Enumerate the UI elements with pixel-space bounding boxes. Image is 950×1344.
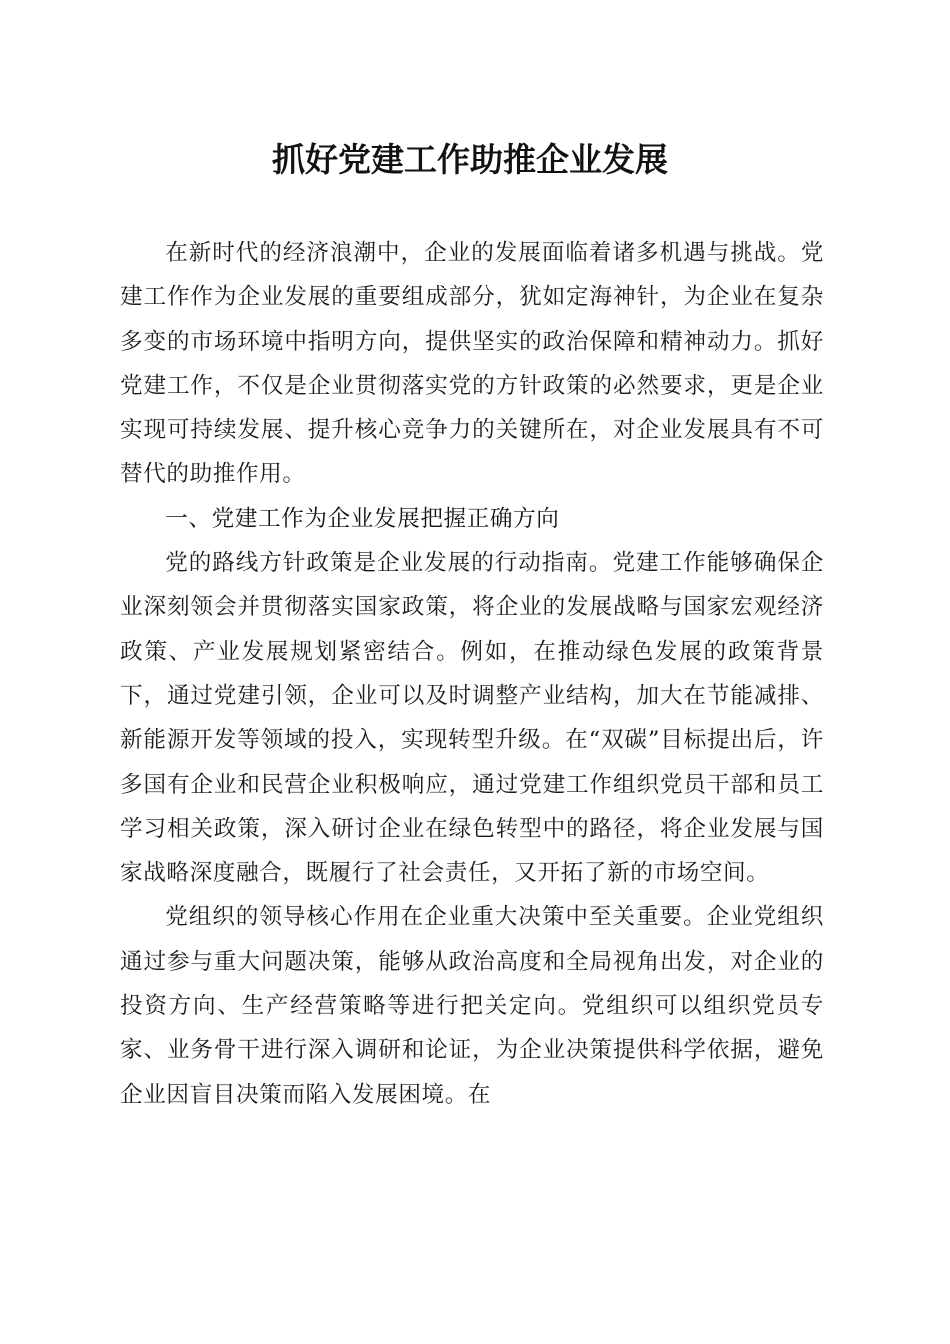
section-1-paragraph-1: 党的路线方针政策是企业发展的行动指南。党建工作能够确保企业深刻领会并贯彻落实国家政策，将企业的发展战略与国家宏观经济政策、产业发展规划紧密结合。例如，在推动绿色发展的政策背景下，通过党建引领，企业可以及时调整产业结构，加大在节能减排、新能源开发等领域的投入，实现转型升级。在“双碳”目标提出后，许多国有企业和民营企业积极响应，通过党建工作组织党员干部和员工学习相关政策，深入研讨企业在绿色转型中的路径，将企业发展与国家战略深度融合，既履行了社会责任，又开拓了新的市场空间。 — [120, 550, 824, 887]
document-title: 抓好党建工作助推企业发展 — [272, 140, 668, 179]
document-body — [120, 231, 824, 1117]
section-1-paragraph-2: 党组织的领导核心作用在企业重大决策中至关重要。企业党组织通过参与重大问题决策，能够从政治高度和全局视角出发，对企业的投资方向、生产经营策略等进行把关定向。党组织可以组织党员专家、业务骨干进行深入调研和论证，为企业决策提供科学依据，避免企业因盲目决策而陷入发展困境。在 — [120, 904, 824, 1108]
intro-paragraph: 在新时代的经济浪潮中，企业的发展面临着诸多机遇与挑战。党建工作作为企业发展的重要组成部分，犹如定海神针，为企业在复杂多变的市场环境中指明方向，提供坚实的政治保障和精神动力。抓好党建工作，不仅是企业贯彻落实党的方针政策的必然要求，更是企业实现可持续发展、提升核心竞争力的关键所在，对企业发展具有不可替代的助推作用。 — [120, 240, 824, 488]
section-1-heading: 一、党建工作为企业发展把握正确方向 — [165, 505, 560, 532]
